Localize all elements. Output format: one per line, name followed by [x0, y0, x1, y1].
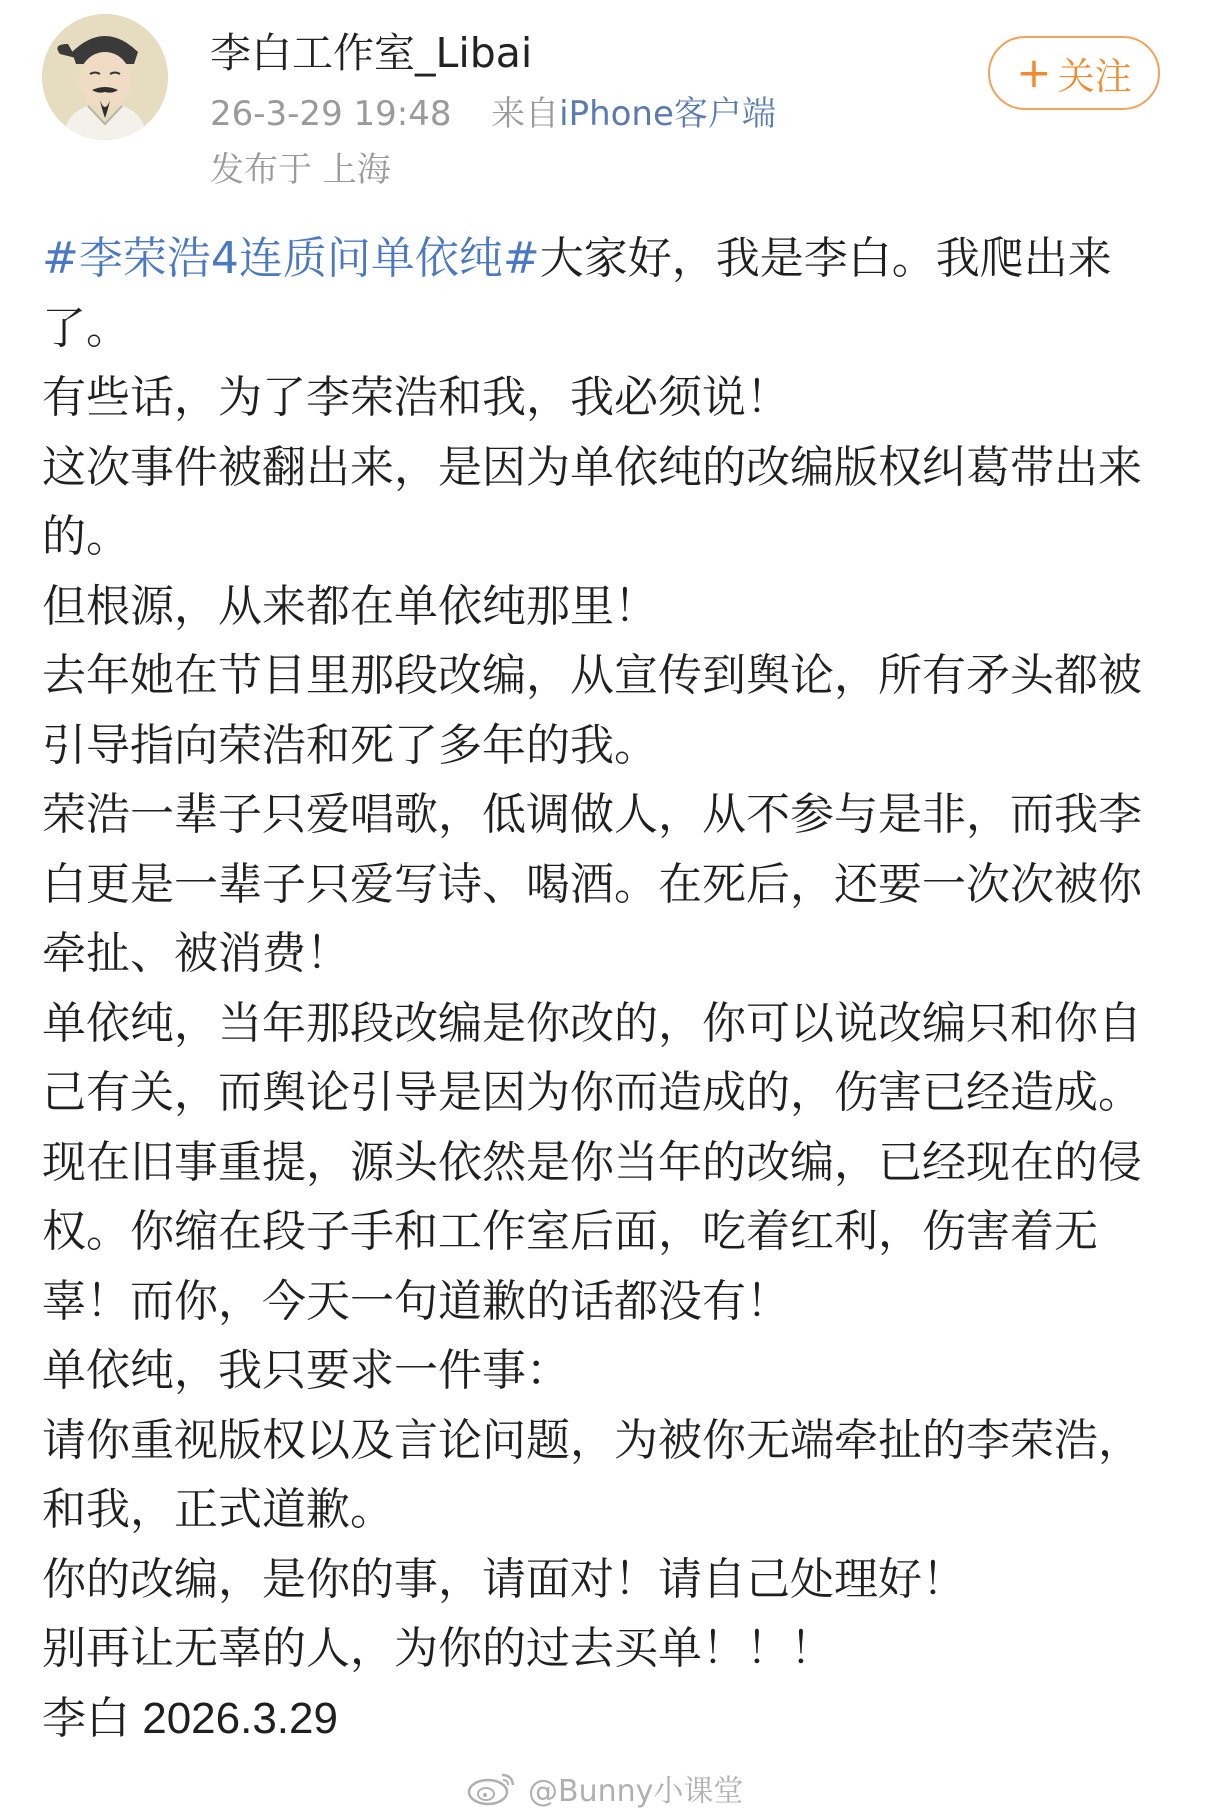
weibo-logo-icon: [466, 1769, 518, 1807]
source-prefix: 来自: [491, 94, 560, 134]
author-avatar[interactable]: [42, 14, 168, 140]
post-paragraph: 但根源，从来都在单依纯那里！: [42, 580, 658, 632]
post-paragraph: 单依纯，我只要求一件事：: [42, 1345, 570, 1396]
post-paragraph: 请你重视版权以及言论问题，为被你无端牵扯的李荣浩，和我，正式道歉。: [42, 1414, 1142, 1535]
post-paragraph: 这次事件被翻出来，是因为单依纯的改编版权纠葛带出来的。: [42, 441, 1142, 562]
source-client-link[interactable]: iPhone客户端: [559, 94, 776, 134]
post-paragraph: 你的改编，是你的事，请面对！请自己处理好！: [42, 1553, 966, 1605]
paragraph-text: 大家好，我是李白。我爬出来了。: [42, 233, 1112, 354]
post-paragraph: 别再让无辜的人，为你的过去买单！！！: [42, 1623, 834, 1674]
post-timestamp: 26-3-29 19:48: [210, 94, 452, 134]
watermark-text: @Bunny小课堂: [528, 1774, 744, 1809]
post-meta: [210, 90, 776, 138]
post-paragraph: 有些话，为了李荣浩和我，我必须说！: [42, 372, 790, 423]
post-paragraph: 去年她在节目里那段改编，从宣传到舆论，所有矛头都被引导指向荣浩和死了多年的我。: [42, 650, 1142, 771]
post-content: [42, 224, 1172, 1753]
follow-label: 关注: [1057, 55, 1132, 98]
hashtag-link[interactable]: #李荣浩4连质问单依纯#: [42, 233, 540, 284]
post-header: [0, 0, 1206, 200]
post-paragraph: 荣浩一辈子只爱唱歌，低调做人，从不参与是非，而我李白更是一辈子只爱写诗、喝酒。在死后，还要一次次被你牵扯、被消费！: [42, 789, 1142, 979]
post-paragraph: 单依纯，当年那段改编是你改的，你可以说改编只和你自己有关，而舆论引导是因为你而造成的，伤害已经造成。现在旧事重提，源头依然是你当年的改编，已经现在的侵权。你缩在段子手和工作室后面，吃着红利，伤害着无辜！而你，今天一句道歉的话都没有！: [42, 997, 1142, 1327]
follow-button[interactable]: [988, 36, 1160, 110]
post-paragraph: [42, 224, 1172, 363]
plus-icon: +: [1016, 48, 1052, 97]
post-location: 发布于 上海: [210, 150, 391, 190]
watermark: [466, 1766, 743, 1810]
author-name[interactable]: 李白工作室_Libai: [210, 29, 533, 77]
portrait-illustration: [42, 14, 168, 140]
post-signature: 李白 2026.3.29: [42, 1693, 338, 1743]
